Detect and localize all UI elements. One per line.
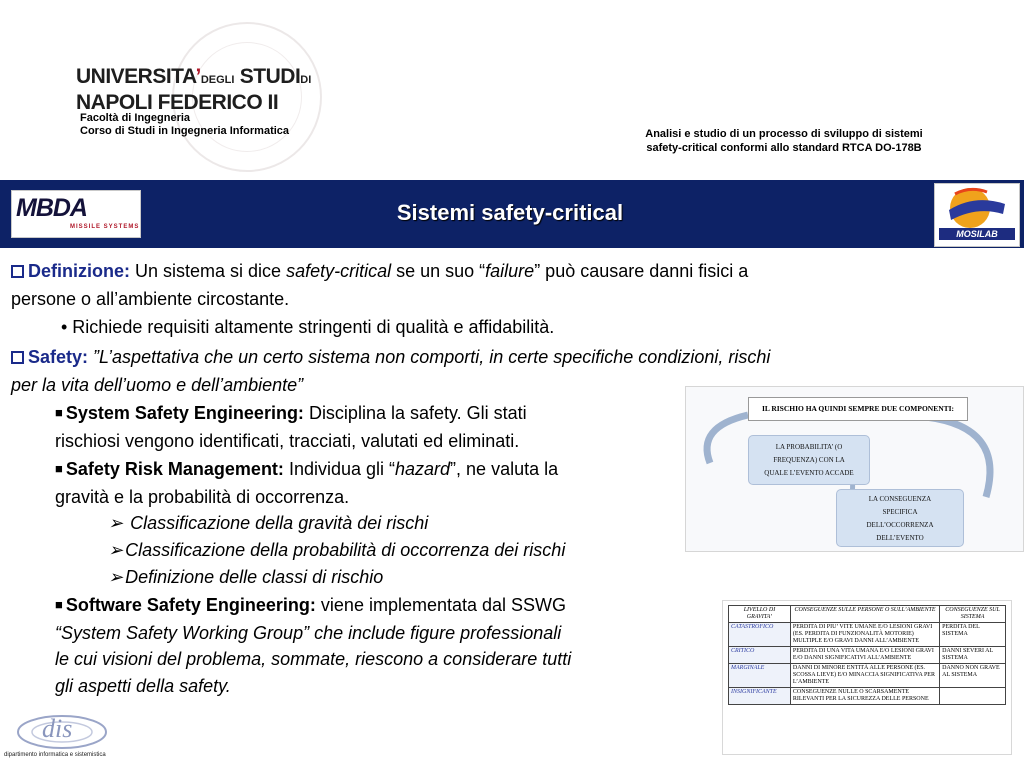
logo-text-studi: STUDI [239,65,301,88]
sub-item-text: Classificazione della gravità dei rischi [130,513,429,533]
faculty-info [80,112,289,138]
sse-text: Disciplina la safety. Gli stati [303,403,527,423]
srm-text: Individua gli “ [283,459,395,479]
severity-table-image [722,600,1012,755]
soft-label: Software Safety Engineering: [65,595,316,615]
diagram-probability-line: LA PROBABILITA’ (O [775,443,843,451]
faculty-name: Facoltà di Ingegneria [80,112,191,124]
table-row [729,664,1006,688]
mosilab-logo-word: MOSILAB [956,229,998,239]
srm-line1 [55,458,558,480]
diagram-consequence-line: LA CONSEGUENZA [868,495,932,503]
table-cell: PERDITA DI PIU’ VITE UMANE E/O LESIONI GRAVI (ES. PERDITA DI FUNZIONALITÀ MOTORIE) MULTIPLE E/O GRAVI DANNI ALL’AMBIENTE [790,623,939,647]
mosilab-logo-graphic [935,184,1019,246]
sub-item-text: Classificazione della probabilità di occorrenza dei rischi [125,540,566,560]
definition-label: Definizione: [28,261,130,281]
logo-text-universita: UNIVERSITA [76,65,196,88]
thesis-title-line2: safety-critical conformi allo standard RTCA DO-178B [646,142,922,154]
severity-table [728,605,1006,705]
definition-bullet: • Richiede requisiti altamente stringenti di qualità e affidabilità. [61,317,555,337]
safety-line1 [11,346,770,368]
sub-item-2 [108,539,565,561]
table-header: LIVELLO DI GRAVITA’ [729,606,791,623]
square-bullet-icon: ■ [55,461,63,476]
mbda-logo-word: MBDA [16,194,87,222]
table-header: CONSEGUENZE SUL SISTEMA [940,606,1006,623]
definition-failure-term: failure [485,261,535,281]
square-bullet-icon: ■ [55,597,63,612]
definition-text: se un suo “ [391,261,486,281]
sub-item-text: Definizione delle classi di rischio [125,567,384,587]
sub-item-3 [108,566,383,588]
definition-term: safety-critical [286,261,392,281]
table-cell: PERDITA DEL SISTEMA [940,623,1006,647]
diagram-consequence-box [836,489,964,547]
table-header: CONSEGUENZE SULLE PERSONE O SULL’AMBIENTE [790,606,939,623]
srm-line2: gravità e la probabilità di occorrenza. [55,487,350,507]
mbda-logo [11,190,141,238]
table-row [729,623,1006,647]
thesis-title-line1: Analisi e studio di un processo di sviluppo di sistemi [645,128,923,140]
table-cell-level: CRITICO [729,647,791,664]
logo-apostrophe: ’ [195,65,201,88]
table-row [729,647,1006,664]
table-cell: DANNO NON GRAVE AL SISTEMA [940,664,1006,688]
table-cell [940,688,1006,705]
soft-line4: gli aspetti della safety. [55,676,231,696]
srm-label: Safety Risk Management: [65,459,284,479]
diagram-consequence-line: DELL’OCCORRENZA [866,521,934,529]
university-logo-line2: NAPOLI FEDERICO II [76,91,279,114]
diagram-probability-line: FREQUENZA) CON LA [773,456,845,464]
sse-line2: rischiosi vengono identificati, tracciati, valutati ed eliminati. [55,431,520,451]
definition-line2: persone o all’ambiente circostante. [11,289,290,309]
soft-line2: “System Safety Working Group” che include figure professionali [55,623,562,643]
safety-line2: per la vita dell’uomo e dell’ambiente” [11,375,304,395]
arrow-bullet-icon: ➢ [108,567,124,587]
soft-line1 [55,594,566,616]
diagram-consequence-line: SPECIFICA [882,508,918,516]
arrow-bullet-icon: ➢ [108,540,124,560]
soft-line3: le cui visioni del problema, sommate, riescono a considerare tutti [55,649,572,669]
slide-title: Sistemi safety-critical [396,200,624,225]
diagram-consequence-line: DELL’EVENTO [876,534,924,542]
definition-line1 [11,260,748,282]
table-cell-level: MARGINALE [729,664,791,688]
srm-hazard-term: hazard [395,459,451,479]
table-cell: DANNI SEVERI AL SISTEMA [940,647,1006,664]
sse-label: System Safety Engineering: [65,403,304,423]
diagram-probability-box [748,435,870,485]
checkbox-bullet-icon [11,351,24,364]
table-header-row [729,606,1006,623]
table-cell: DANNI DI MINORE ENTITÀ ALLE PERSONE (ES. SCOSSA LIEVE) E/O MINACCIA SIGNIFICATIVA PER L’AMBIENTE [790,664,939,688]
university-logo [76,66,311,115]
checkbox-bullet-icon [11,265,24,278]
safety-quote: ”L’aspettativa che un certo sistema non comporti, in certe specifiche condizioni, rischi [88,347,771,367]
sse-line1 [55,402,527,424]
table-cell-level: CATASTROFICO [729,623,791,647]
course-name: Corso di Studi in Ingegneria Informatica [80,125,290,137]
safety-label: Safety: [28,347,89,367]
soft-text: viene implementata dal SSWG [315,595,567,615]
srm-text: ”, ne valuta la [450,459,559,479]
arrow-bullet-icon: ➢ [108,513,124,533]
dis-logo-caption: dipartimento informatica e sistemistica [4,752,106,758]
diagram-probability-line: QUALE L’EVENTO ACCADE [764,469,854,477]
thesis-title [614,127,954,155]
square-bullet-icon: ■ [55,405,63,420]
definition-text: Un sistema si dice [130,261,287,281]
table-row [729,688,1006,705]
risk-components-diagram [685,386,1024,552]
table-cell-level: INSIGNIFICANTE [729,688,791,705]
mosilab-logo [934,183,1020,247]
table-cell: PERDITA DI UNA VITA UMANA E/O LESIONI GRAVI E/O DANNI SIGNIFICATIVI ALL’AMBIENTE [790,647,939,664]
table-cell: CONSEGUENZE NULLE O SCARSAMENTE RILEVANTI PER LA SICUREZZA DELLE PERSONE [790,688,939,705]
mbda-logo-subtitle: MISSILE SYSTEMS [70,224,140,230]
dis-logo-word: dis [42,714,73,743]
definition-text: ” può causare danni fisici a [534,261,749,281]
sub-item-1 [108,512,428,534]
logo-text-di: DI [300,74,312,86]
diagram-top-box: IL RISCHIO HA QUINDI SEMPRE DUE COMPONENTI: [748,397,968,421]
dis-logo [0,706,122,766]
logo-text-degli: DEGLI [200,74,235,86]
university-logo-line1 [76,66,311,91]
